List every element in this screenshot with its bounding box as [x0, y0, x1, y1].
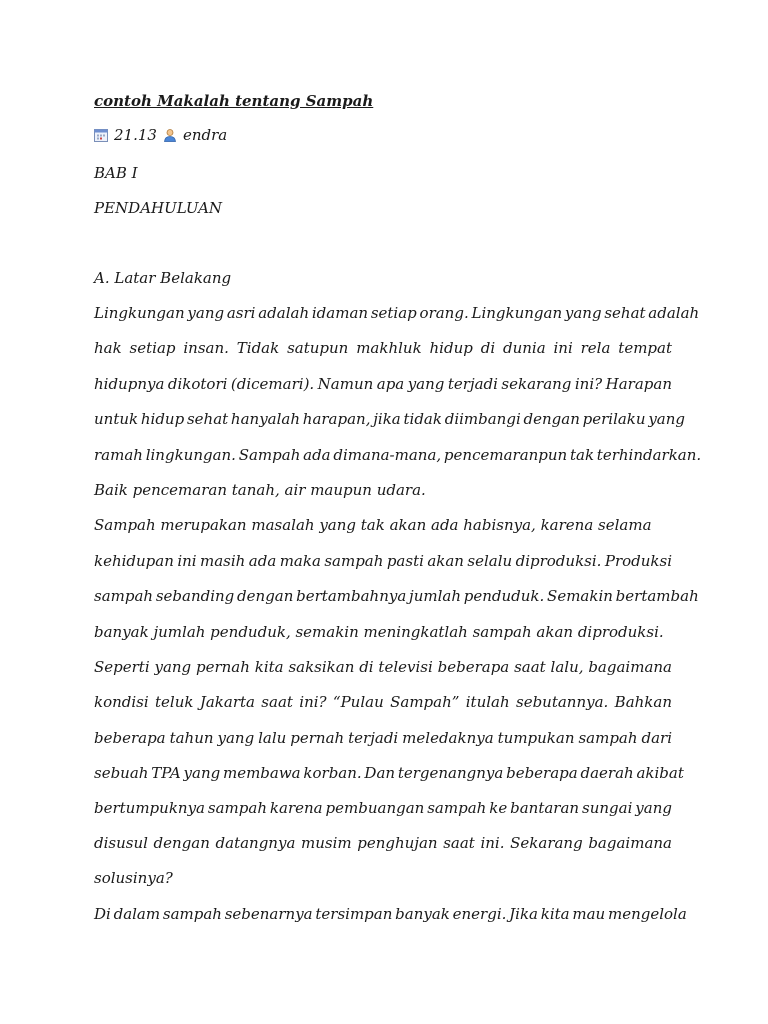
body-line: Di dalam sampah sebenarnya tersimpan banyak energi. Jika kita mau mengelola: [94, 905, 687, 923]
body-line: kehidupan ini masih ada maka sampah pasti akan selalu diproduksi. Produksi: [94, 552, 672, 570]
body-line: sampah sebanding dengan bertambahnya jumlah penduduk. Semakin bertambah: [94, 587, 699, 605]
post-meta: [94, 126, 227, 144]
post-date: 21.13: [114, 126, 157, 144]
body-line: untuk hidup sehat hanyalah harapan, jika tidak diimbangi dengan perilaku yang: [94, 410, 686, 428]
chapter-title: PENDAHULUAN: [94, 199, 223, 217]
body-line: disusul dengan datangnya musim penghujan saat ini. Sekarang bagaimana: [94, 834, 672, 852]
calendar-icon: [94, 128, 108, 142]
section-heading: A. Latar Belakang: [94, 269, 232, 287]
body-line: banyak jumlah penduduk, semakin meningkatlah sampah akan diproduksi.: [94, 623, 664, 641]
body-line: Seperti yang pernah kita saksikan di televisi beberapa saat lalu, bagaimana: [94, 658, 672, 676]
body-line: sebuah TPA yang membawa korban. Dan tergenangnya beberapa daerah akibat: [94, 764, 684, 782]
chapter-label: BAB I: [94, 164, 138, 182]
body-line: Baik pencemaran tanah, air maupun udara.: [94, 481, 426, 499]
body-line: hidupnya dikotori (dicemari). Namun apa yang terjadi sekarang ini? Harapan: [94, 375, 672, 393]
body-line: solusinya?: [94, 869, 173, 887]
body-line: hak setiap insan. Tidak satupun makhluk hidup di dunia ini rela tempat: [94, 339, 672, 357]
body-line: Lingkungan yang asri adalah idaman setiap orang. Lingkungan yang sehat adalah: [94, 304, 700, 322]
body-line: beberapa tahun yang lalu pernah terjadi meledaknya tumpukan sampah dari: [94, 729, 672, 747]
page-title[interactable]: contoh Makalah tentang Sampah: [94, 92, 374, 110]
body-line: ramah lingkungan. Sampah ada dimana-mana, pencemaranpun tak terhindarkan.: [94, 446, 702, 464]
post-author[interactable]: endra: [182, 126, 228, 144]
body-line: kondisi teluk Jakarta saat ini? “Pulau Sampah” itulah sebutannya. Bahkan: [94, 693, 672, 711]
body-line: bertumpuknya sampah karena pembuangan sampah ke bantaran sungai yang: [94, 799, 672, 817]
body-line: Sampah merupakan masalah yang tak akan ada habisnya, karena selama: [94, 516, 652, 534]
user-icon: [163, 128, 177, 142]
